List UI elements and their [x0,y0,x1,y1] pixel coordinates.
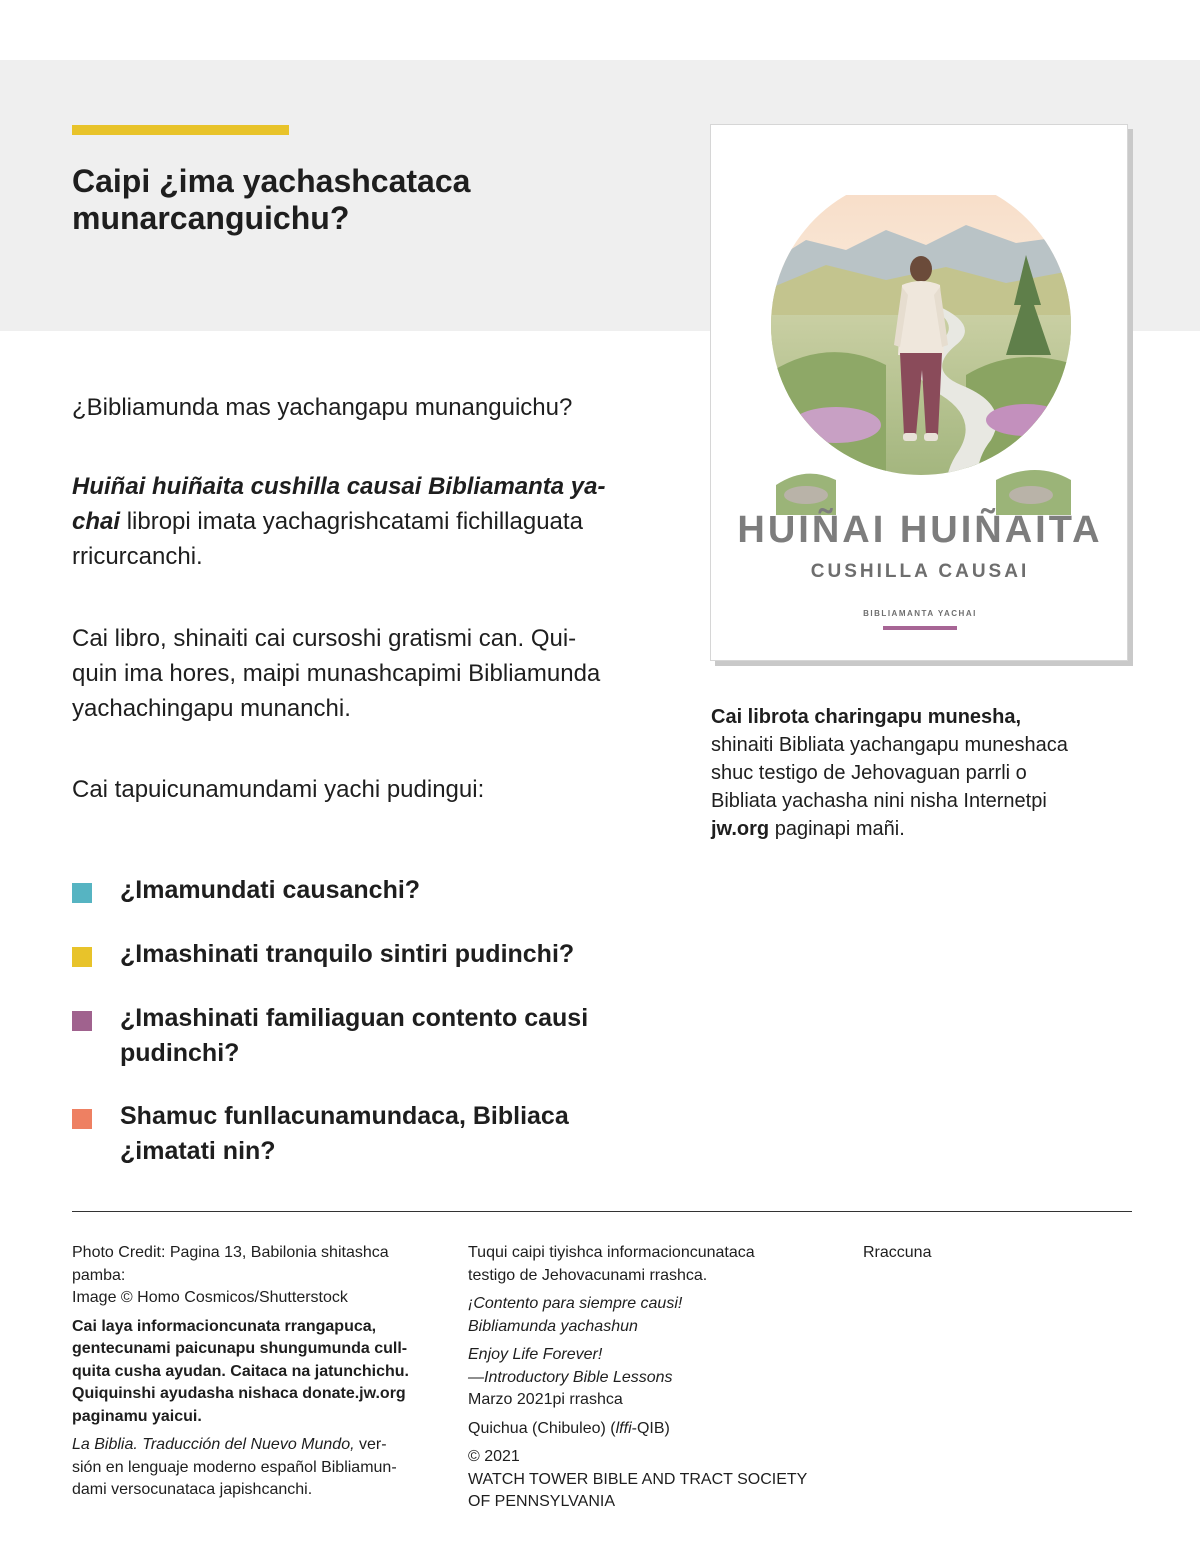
cover-small-text: BIBLIAMANTA YACHAI [863,609,977,618]
copyright: © 2021 WATCH TOWER BIBLE AND TRACT SOCIETY OF PENNSYLVANIA [468,1448,808,1510]
photo-credit: Photo Credit: Pagina 13, Babilonia shitashca pamba: Image © Homo Cosmicos/Shutterstock [72,1244,389,1306]
cover-title: HUIÑAI HUIÑAITA [737,509,1103,551]
publication-title-es: ¡Contento para siempre causi! Bibliamunda yachashun [468,1295,683,1335]
footer-credits [72,1242,442,1508]
footer-publication-info [468,1242,828,1520]
stamp-label: Rraccuna [863,1244,932,1261]
cover-caption: Cai librota charingapu munesha, shinaiti Bibliata yachangapu muneshaca shuc testigo de Jehovaguan parrli o Bibliata yachasha nini nisha Internetpi jw.org paginapi mañi. [711,706,1068,840]
bullet-square-purple [72,1011,92,1031]
bible-version-note: La Biblia. Traducción del Nuevo Mundo, ver- sión en lenguaje moderno español Bibliamun- dami versocunataca japishcanchi. [72,1436,397,1498]
publisher-note: Tuqui caipi tiyishca informacioncunataca testigo de Jehovacunami rrashca. [468,1244,755,1284]
bullet-square-yellow [72,947,92,967]
landscape-illustration [766,195,1076,555]
footer-divider [72,1211,1132,1212]
course-paragraph: Cai libro, shinaiti cai cursoshi gratismi can. Qui- quin ima hores, maipi munashcapimi Bibliamunda yachachingapu munanchi. [72,625,601,722]
language-code: Quichua (Chibuleo) (lffi-QIB) [468,1419,670,1437]
footer-stamp-area [863,1242,1123,1265]
accent-bar [72,125,289,135]
book-cover [710,124,1128,661]
question-text: ¿Imashinati familiaguan contento causi pudinchi? [120,1004,589,1067]
question-text: Shamuc funllacunamundaca, Bibliaca ¿imatati nin? [120,1102,569,1165]
page-title: Caipi ¿ima yachashcataca munarcanguichu? [72,163,471,236]
bullet-square-coral [72,1109,92,1129]
question-text: ¿Imashinati tranquilo sintiri pudinchi? [120,940,575,968]
bullet-square-teal [72,883,92,903]
cover-divider [883,626,957,630]
question-text: ¿Imamundati causanchi? [120,876,421,904]
questions-intro: Cai tapuicunamundami yachi pudingui: [72,776,485,803]
site-link[interactable]: jw.org [711,818,770,840]
book-paragraph: Huiñai huiñaita cushilla causai Bibliamanta ya- chai libropi imata yachagrishcatami fichillaguata rricurcanchi. [72,473,606,570]
publication-title-en: Enjoy Life Forever! —Introductory Bible Lessons Marzo 2021pi rrashca [468,1346,673,1408]
donation-note: Cai laya informacioncunata rrangapuca, gentecunami paicunapu shungumunda cull- quita cusha ayudan. Caitaca na jatunchichu. Quiquinshi ayudasha nishaca donate.jw.org paginamu yaicui. [72,1317,409,1425]
intro-paragraph: ¿Bibliamunda mas yachangapu munanguichu? [72,394,573,421]
cover-subtitle: CUSHILLA CAUSAI [810,561,1030,582]
